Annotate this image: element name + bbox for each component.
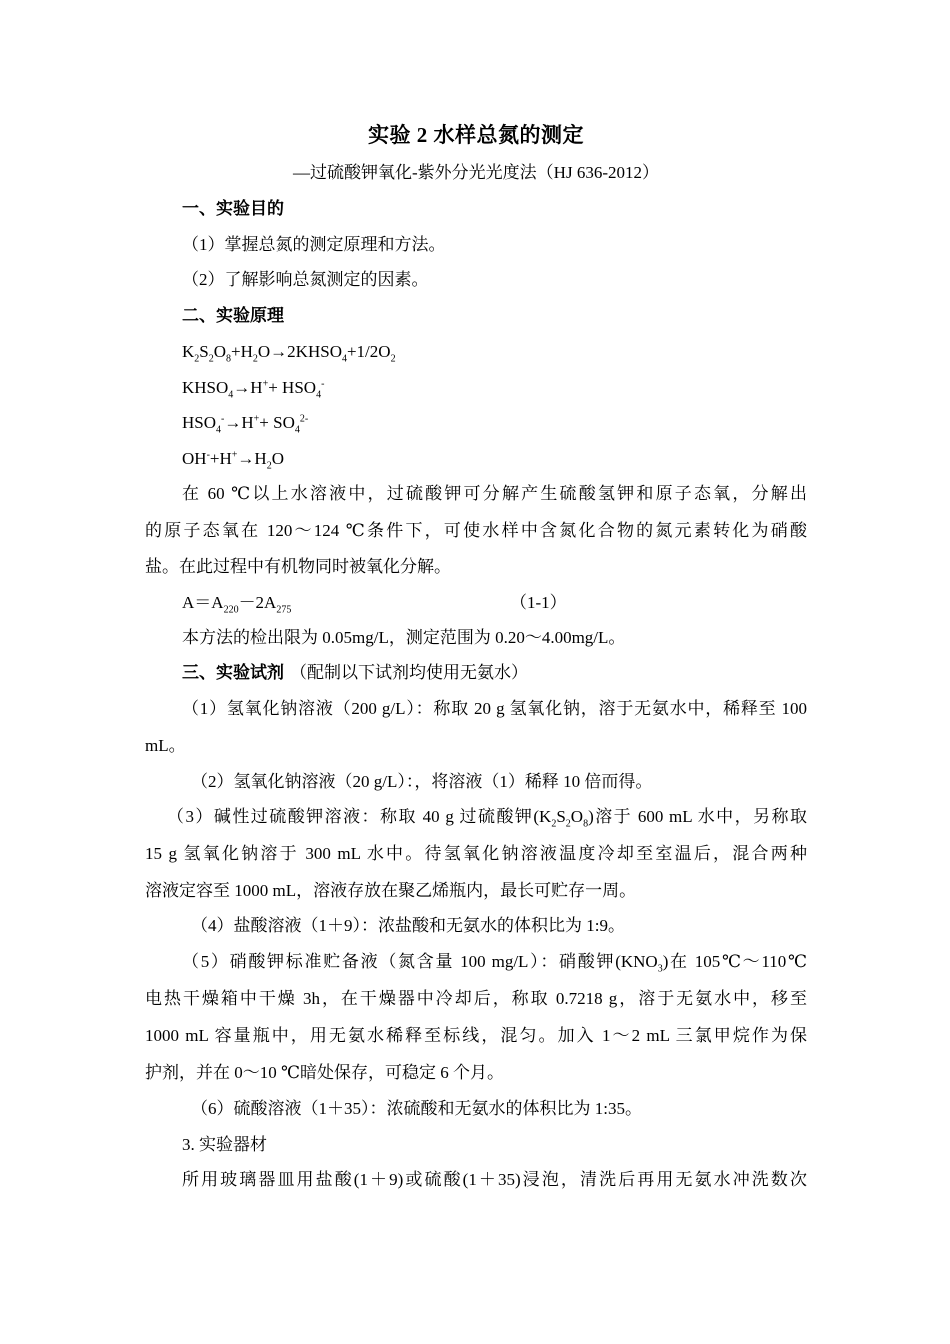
reagents-heading-note: （配制以下试剂均使用无氨水） (290, 663, 528, 682)
reaction-equation-3: $HSO_4^-\to H^++ SO_4^{2-}$ (182, 413, 309, 436)
reagent-3-line-3: 溶液定容至 1000 mL，溶液存放在聚乙烯瓶内，最长可贮存一周。 (145, 881, 637, 900)
reagent-4: （4）盐酸溶液（1＋9）：浓盐酸和无氨水的体积比为 1:9。 (191, 916, 625, 935)
reaction-equation-2: $KHSO_4\to H^++ HSO_4^-$ (182, 378, 325, 401)
reagent-3-line-2: 15 g 氢氧化钠溶于 300 mL 水中。待氢氧化钠溶液温度冷却至室温后，混合两种 (145, 844, 807, 863)
section-heading-objectives: 一、实验目的 (182, 199, 284, 218)
formula-number: （1-1） (510, 593, 567, 612)
reagents-heading: 三、实验试剂 (182, 663, 284, 682)
reaction-equation-1: $K_2S_2O_8+H_2O\to 2KHSO_4+1/2O_2$ (182, 342, 396, 365)
section-heading-reagents (182, 662, 528, 684)
equipment-paragraph-line-1: 所用玻璃器皿用盐酸(1＋9)或硫酸(1＋35)浸泡，清洗后再用无氨水冲洗数次 (182, 1170, 807, 1189)
page-title: 实验 2 水样总氮的测定 (368, 123, 584, 147)
reagent-6: （6）硫酸溶液（1＋35）：浓硫酸和无氨水的体积比为 1:35。 (191, 1099, 642, 1118)
objective-item-2: （2）了解影响总氮测定的因素。 (182, 270, 429, 289)
reagent-5-line-4: 护剂，并在 0～10 ℃暗处保存，可稳定 6 个月。 (145, 1063, 505, 1082)
reagent-1-line-1: （1）氢氧化钠溶液（200 g/L）：称取 20 g 氢氧化钠，溶于无氨水中，稀释至 100 (182, 699, 807, 718)
principle-paragraph-line-2: 的原子态氧在 120～124 ℃条件下，可使水样中含氮化合物的氮元素转化为硝酸 (145, 521, 807, 540)
reagent-3-line-1: （3）碱性过硫酸钾溶液：称取 40 g 过硫酸钾$(K_2S_2O_8)$溶于 600 mL 水中，另称取 (167, 807, 808, 830)
page-subtitle: —过硫酸钾氧化-紫外分光光度法（HJ 636-2012） (293, 163, 659, 182)
reagent-5-line-2: 电热干燥箱中干燥 3h，在干燥器中冷却后，称取 0.7218 g，溶于无氨水中，移至 (145, 989, 807, 1008)
absorbance-formula: $A=A_{220}-2A_{275}$ (182, 593, 292, 616)
detection-limit-text: 本方法的检出限为 0.05mg/L，测定范围为 0.20～4.00mg/L。 (182, 628, 626, 647)
reagent-5-line-1: （5）硝酸钾标准贮备液（氮含量 100 mg/L）：硝酸钾$(KNO_3)$在 105℃～110℃ (182, 952, 807, 975)
section-heading-principle: 二、实验原理 (182, 306, 284, 325)
principle-paragraph-line-3: 盐。在此过程中有机物同时被氧化分解。 (145, 557, 451, 576)
reagent-5-line-3: 1000 mL 容量瓶中，用无氨水稀释至标线，混匀。加入 1～2 mL 三氯甲烷作为保 (145, 1026, 807, 1045)
objective-item-1: （1）掌握总氮的测定原理和方法。 (182, 235, 446, 254)
section-heading-equipment: 3. 实验器材 (182, 1135, 267, 1154)
principle-paragraph-line-1: 在 60 ℃以上水溶液中，过硫酸钾可分解产生硫酸氢钾和原子态氧，分解出 (182, 484, 807, 503)
reaction-equation-4: $OH^-+H^+\to H_2O$ (182, 449, 284, 472)
reagent-2: （2）氢氧化钠溶液（20 g/L）：，将溶液（1）稀释 10 倍而得。 (191, 772, 653, 791)
reagent-1-line-2: mL。 (145, 736, 186, 755)
